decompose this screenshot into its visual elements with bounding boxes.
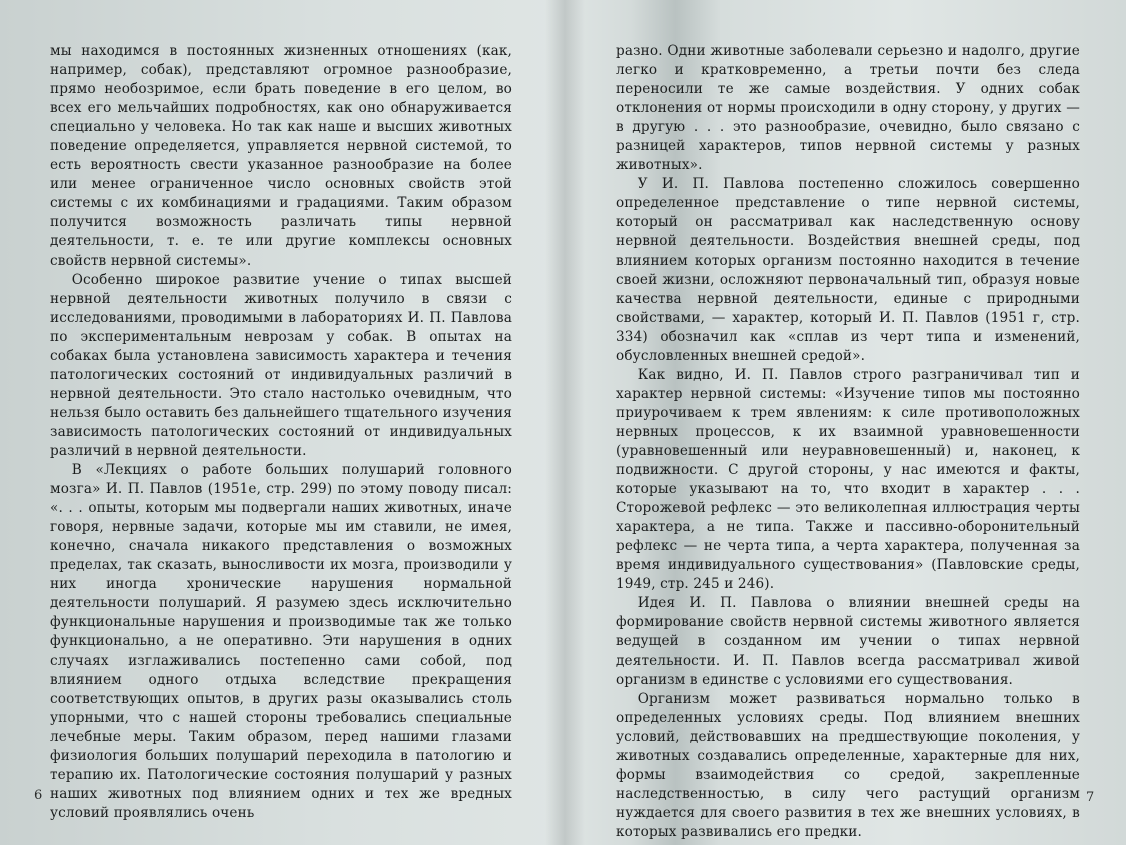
left-paragraph-1: мы находимся в постоянных жизненных отношениях (как, например, собак), представляют огромное разнообразие, прямо необозримое, если брать поведение в его целом, во всех его мельчайших подробностях, как оно обнаруживается специально у человека. Но так как наше и высших животных поведение определяется, управляется нервной системой, то есть вероятность свести указанное разнообразие на более или менее ограниченное число основных свойств этой системы с их комбинациями и градациями. Таким образом получится возможность различать типы нервной деятельности, т. е. те или другие комплексы основных свойств нервной системы».: [50, 43, 512, 269]
right-paragraph-3: Как видно, И. П. Павлов строго разграничивал тип и характер нервной системы: «Изучение типов мы постоянно приурочиваем к трем явлениям: к силе противоположных нервных процессов, к их взаимной уравновешенности (уравновешенный или неуравновешенный) и, наконец, к подвижности. С другой стороны, у нас имеются и факты, которые указывают на то, что входит в характер . . . Сторожевой рефлекс — это великолепная иллюстрация черты характера, а не типа. Также и пассивно-оборонительный рефлекс — не черта типа, а черта характера, полученная за время индивидуального существования» (Павловские среды, 1949, стр. 245 и 246).: [616, 366, 1080, 593]
right-page: [616, 42, 1080, 842]
book-gutter: [545, 0, 585, 845]
right-paragraph-1: разно. Одни животные заболевали серьезно и надолго, другие легко и кратковременно, а третьи почти без следа переносили те же самые воздействия. У одних собак отклонения от нормы происходили в одну сторону, у других — в другую . . . это разнообразие, очевидно, было связано с разницей характеров, типов нервной системы у разных животных».: [616, 43, 1080, 174]
left-page: [50, 42, 512, 823]
left-paragraph-3: В «Лекциях о работе больших полушарий головного мозга» И. П. Павлов (1951е, стр. 299) по этому поводу писал: «. . . опыты, которым мы подвергали наших животных, иначе говоря, нервные задачи, которые мы им ставили, не имея, конечно, сначала никакого представления о возможных пределах, так сказать, выносливости их мозга, производили у них иногда хронические нарушения нормальной деятельности полушарий. Я разумею здесь исключительно функциональные нарушения и производимые так же только функционально, а не оперативно. Эти нарушения в одних случаях изглаживались постепенно сами собой, под влиянием одного отдыха вследствие прекращения соответствующих опытов, в других разы оказывались столь упорными, что с нашей стороны требовались специальные лечебные меры. Таким образом, перед нашими глазами физиология больших полушарий переходила в патологию и терапию их. Патологические состояния полушарий у разных наших животных под влиянием одних и тех же вредных условий проявлялись очень: [50, 462, 512, 821]
left-page-number: 6: [34, 788, 43, 803]
right-page-number: 7: [1086, 790, 1095, 805]
right-paragraph-4: Идея И. П. Павлова о влиянии внешней среды на формирование свойств нервной системы животного является ведущей в созданном им учении о типах нервной деятельности. И. П. Павлов всегда рассматривал живой организм в единстве с условиями его существования.: [616, 595, 1080, 688]
right-paragraph-5: Организм может развиваться нормально только в определенных условиях среды. Под влиянием внешних условий, действовавших на предшествующие поколения, у животных создавались определенные, характерные для них, формы взаимодействия со средой, закрепленные наследственностью, в силу чего растущий организм нуждается для своего развития в тех же внешних условиях, в которых развивались его предки.: [616, 690, 1080, 840]
left-paragraph-2: Особенно широкое развитие учение о типах высшей нервной деятельности животных получило в связи с исследованиями, проводимыми в лабораториях И. П. Павлова по экспериментальным неврозам у собак. В опытах на собаках была установлена зависимость характера и течения патологических состояний от индивидуальных различий в нервной деятельности. Это стало настолько очевидным, что нельзя было оставить без дальнейшего тщательного изучения зависимость патологических состояний от индивидуальных различий в нервной деятельности.: [50, 271, 512, 459]
right-paragraph-2: У И. П. Павлова постепенно сложилось совершенно определенное представление о типе нервной системы, который он рассматривал как наследственную основу нервной деятельности. Воздействия внешней среды, под влиянием которых организм постоянно находится в течение своей жизни, осложняют первоначальный тип, образуя новые качества нервной деятельности, единые с природными свойствами, — характер, который И. П. Павлов (1951 г, стр. 334) обозначил как «сплав из черт типа и изменений, обусловленных внешней средой».: [616, 176, 1080, 364]
